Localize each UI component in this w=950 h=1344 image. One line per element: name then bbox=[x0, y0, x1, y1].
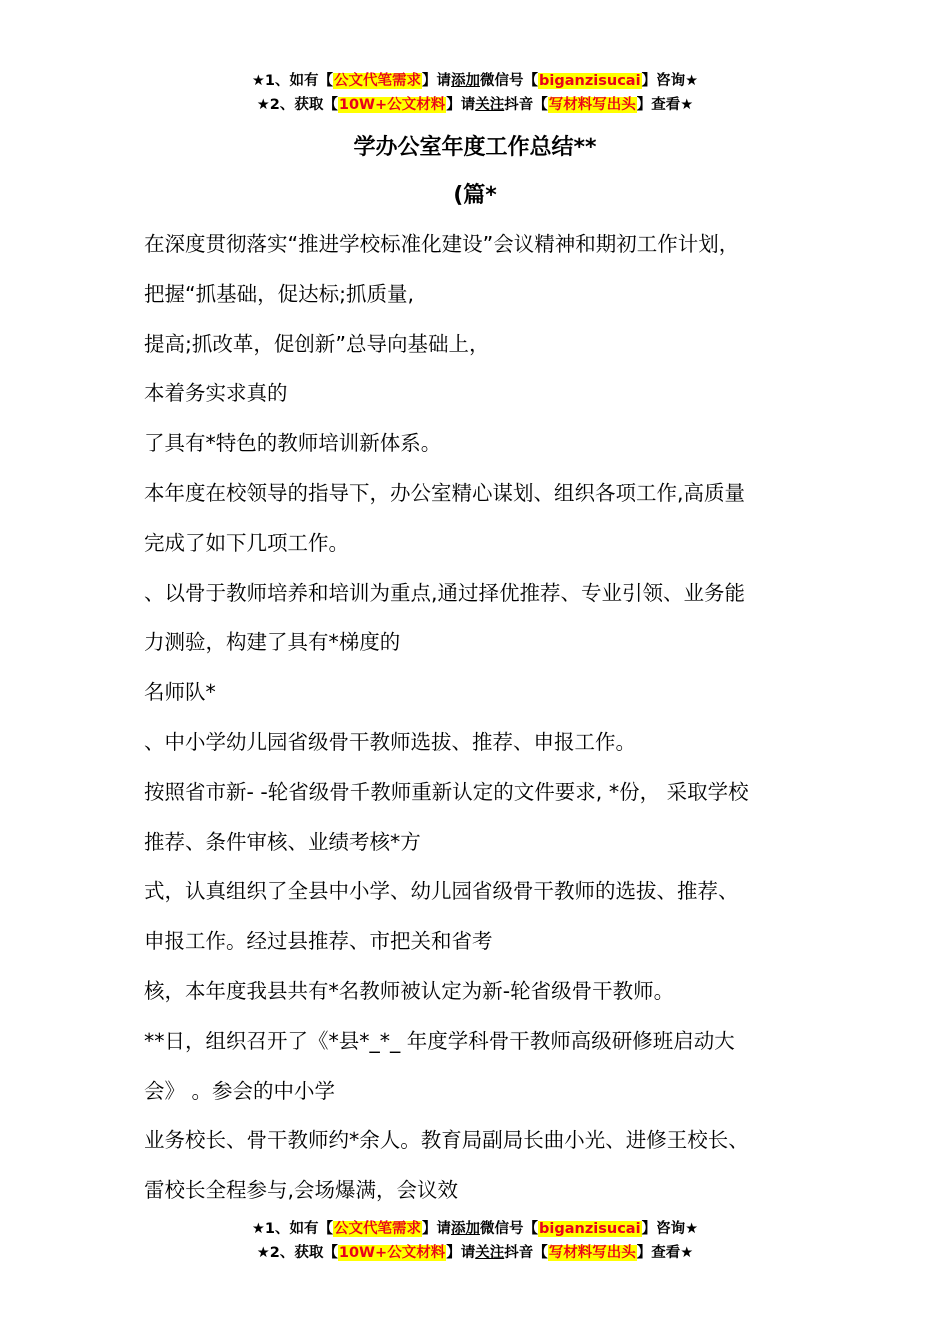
banner-line-1 bbox=[0, 1217, 950, 1241]
banner-highlight: biganzisucai bbox=[539, 73, 641, 89]
body-line: 完成了如下几项工作。 bbox=[144, 530, 349, 555]
document-title: 学办公室年度工作总结** bbox=[353, 135, 597, 160]
banner-highlight: 写材料写出头 bbox=[548, 97, 636, 113]
bottom-banner bbox=[0, 1217, 950, 1265]
body-line: 、以骨于教师培养和培训为重点,通过择优推荐、专业引领、业务能 bbox=[144, 580, 746, 605]
top-banner bbox=[0, 69, 950, 117]
body-line: 力测验，构建了具有*梯度的 bbox=[144, 630, 401, 655]
banner-text: 抖音【 bbox=[504, 97, 548, 113]
banner-highlight: 公文代笔需求 bbox=[334, 1221, 422, 1237]
banner-highlight: 10W+公文材料 bbox=[338, 97, 446, 113]
banner-text: 】请 bbox=[422, 73, 452, 89]
body-line: 推荐、条件审核、业绩考核*方 bbox=[144, 829, 421, 854]
banner-text: ★2、获取【 bbox=[256, 97, 338, 113]
banner-text: ★1、如有【 bbox=[251, 1221, 334, 1237]
body-line: 名师队* bbox=[144, 680, 216, 705]
banner-text: 】查看★ bbox=[636, 97, 694, 113]
banner-highlight: 写材料写出头 bbox=[548, 1245, 636, 1261]
banner-line-1 bbox=[0, 69, 950, 93]
body-line: 申报工作。经过县推荐、市把关和省考 bbox=[144, 929, 493, 954]
banner-text: 】咨询★ bbox=[641, 73, 699, 89]
banner-text: 】请 bbox=[446, 97, 476, 113]
body-line: **日，组织召开了《*县*_*_ 年度学科骨干教师高级研修班启动大 bbox=[144, 1028, 735, 1053]
body-line: 雷校长全程参与,会场爆满，会议效 bbox=[144, 1178, 459, 1203]
banner-highlight: biganzisucai bbox=[539, 1221, 641, 1237]
banner-text: 】查看★ bbox=[636, 1245, 694, 1261]
banner-underlined: 添加 bbox=[451, 73, 481, 89]
body-line: 提高;抓改革，促创新”总导向基础上， bbox=[144, 331, 490, 356]
banner-underlined: 添加 bbox=[451, 1221, 481, 1237]
body-line: 按照省市新- -轮省级骨千教师重新认定的文件要求, *份， 采取学校 bbox=[144, 779, 749, 804]
body-line: 会》 。参会的中小学 bbox=[144, 1078, 336, 1103]
banner-underlined: 关注 bbox=[475, 1245, 505, 1261]
body-line: 式，认真组织了全县中小学、幼儿园省级骨干教师的选拔、推荐、 bbox=[144, 879, 739, 904]
banner-highlight: 公文代笔需求 bbox=[334, 73, 422, 89]
body-line: 了具有*特色的教师培训新体系。 bbox=[144, 431, 442, 456]
banner-text: 微信号【 bbox=[480, 1221, 539, 1237]
body-line: 本着务实求真的 bbox=[144, 381, 288, 406]
body-line: 、中小学幼儿园省级骨干教师选拔、推荐、申报工作。 bbox=[144, 729, 636, 754]
banner-text: ★2、获取【 bbox=[256, 1245, 338, 1261]
banner-underlined: 关注 bbox=[475, 97, 505, 113]
banner-highlight: 10W+公文材料 bbox=[338, 1245, 446, 1261]
body-line: 在深度贯彻落实“推进学校标准化建设”会议精神和期初工作计划， bbox=[144, 232, 740, 256]
body-line: 核，本年度我县共有*名教师被认定为新-轮省级骨干教师。 bbox=[144, 978, 675, 1003]
document-subtitle: (篇* bbox=[453, 183, 497, 208]
body-line: 把握“抓基础，促达标;抓质量, bbox=[144, 281, 415, 306]
banner-text: 】请 bbox=[446, 1245, 476, 1261]
body-line: 业务校长、骨干教师约*余人。教育局副局长曲小光、进修王校长、 bbox=[144, 1128, 749, 1153]
body-line: 本年度在校领导的指导下，办公室精心谋划、组织各项工作,高质量 bbox=[144, 480, 746, 505]
banner-text: 微信号【 bbox=[480, 73, 539, 89]
banner-text: ★1、如有【 bbox=[251, 73, 334, 89]
banner-line-2 bbox=[0, 1241, 950, 1265]
banner-text: 抖音【 bbox=[504, 1245, 548, 1261]
banner-line-2 bbox=[0, 93, 950, 117]
document-body bbox=[144, 220, 844, 1216]
banner-text: 】请 bbox=[422, 1221, 452, 1237]
banner-text: 】咨询★ bbox=[641, 1221, 699, 1237]
